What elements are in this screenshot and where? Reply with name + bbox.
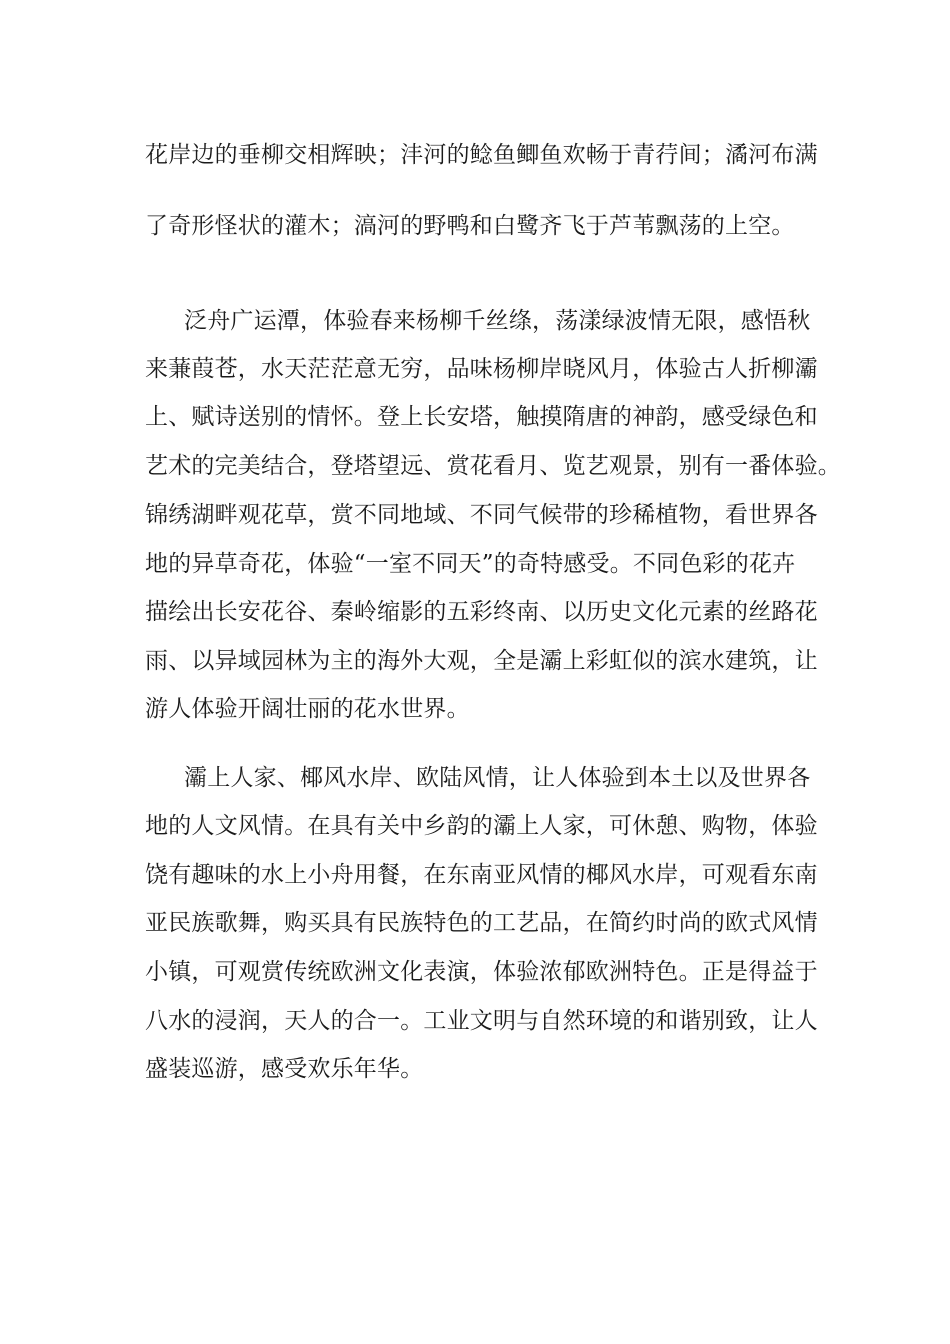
paragraph-2-line-9: 游人体验开阔壮丽的花水世界。 (145, 696, 470, 722)
paragraph-2-line-3: 上、赋诗送别的情怀。登上长安塔，触摸隋唐的神韵，感受绿色和 (145, 404, 818, 430)
paragraph-3-line-3: 饶有趣味的水上小舟用餐，在东南亚风情的椰风水岸，可观看东南 (145, 862, 818, 888)
paragraph-3-line-2: 地的人文风情。在具有关中乡韵的灞上人家，可休憩、购物，体验 (145, 813, 818, 839)
paragraph-3-line-1: 灞上人家、椰风水岸、欧陆风情，让人体验到本土以及世界各 (184, 765, 811, 791)
paragraph-2-line-5: 锦绣湖畔观花草，赏不同地域、不同气候带的珍稀植物，看世界各 (145, 502, 818, 528)
paragraph-2-line-2: 来蒹葭苍，水天茫茫意无穷，品味杨柳岸晓风月，体验古人折柳灞 (145, 356, 818, 382)
paragraph-3-line-7: 盛装巡游，感受欢乐年华。 (145, 1056, 424, 1082)
paragraph-3-line-6: 八水的浸润，天人的合一。工业文明与自然环境的和谐别致，让人 (145, 1008, 818, 1034)
paragraph-2-line-8: 雨、以异域园林为主的海外大观，全是灞上彩虹似的滨水建筑，让 (145, 648, 818, 674)
paragraph-2-line-6: 地的异草奇花，体验“一室不同天”的奇特感受。不同色彩的花卉 (145, 551, 796, 577)
paragraph-3-line-4: 亚民族歌舞，购买具有民族特色的工艺品，在简约时尚的欧式风情 (145, 910, 818, 936)
paragraph-3-line-5: 小镇，可观赏传统欧洲文化表演，体验浓郁欧洲特色。正是得益于 (145, 959, 818, 985)
paragraph-1-line-1: 花岸边的垂柳交相辉映；沣河的鲶鱼鲫鱼欢畅于青荇间；潏河布满 (145, 142, 818, 168)
paragraph-2-line-7: 描绘出长安花谷、秦岭缩影的五彩终南、以历史文化元素的丝路花 (145, 599, 818, 625)
paragraph-1-line-2: 了奇形怪状的灌木；滈河的野鸭和白鹭齐飞于芦苇飘荡的上空。 (145, 213, 795, 239)
paragraph-2-line-4: 艺术的完美结合，登塔望远、赏花看月、览艺观景，别有一番体验。 (145, 453, 841, 479)
paragraph-2-line-1: 泛舟广运潭，体验春来杨柳千丝绦，荡漾绿波情无限，感悟秋 (184, 308, 811, 334)
